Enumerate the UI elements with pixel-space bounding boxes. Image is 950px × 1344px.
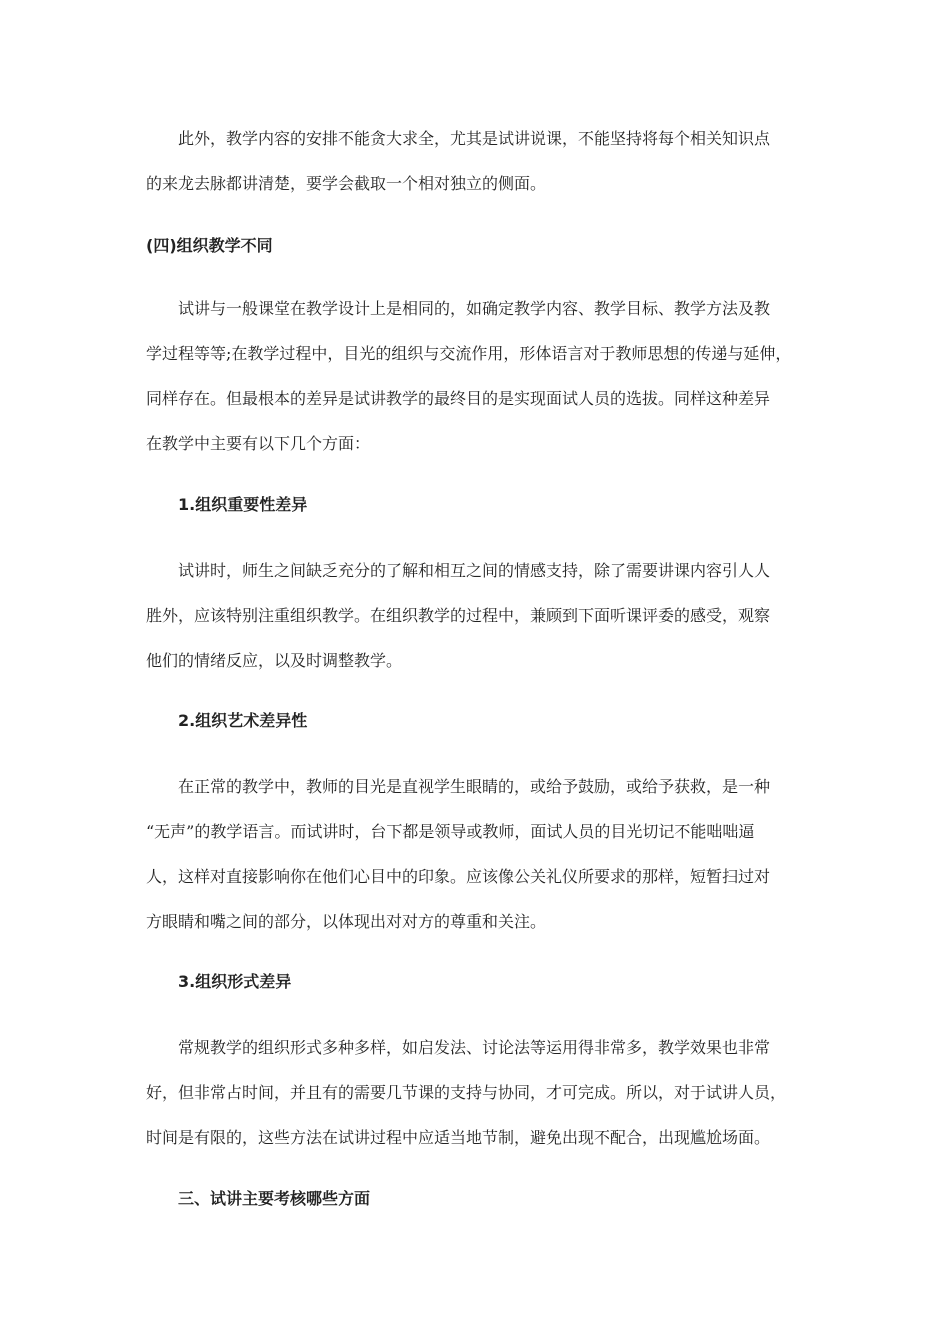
subsection-heading: 1.组织重要性差异	[178, 495, 308, 514]
paragraph-line: 好，但非常占时间，并且有的需要几节课的支持与协同，才可完成。所以，对于试讲人员，	[146, 1083, 787, 1102]
paragraph-line: 他们的情绪反应，以及时调整教学。	[146, 651, 403, 670]
paragraph-line: 方眼睛和嘴之间的部分，以体现出对对方的尊重和关注。	[146, 912, 547, 931]
paragraph-line: “无声”的教学语言。而试讲时，台下都是领导或教师，面试人员的目光切记不能咄咄逼	[146, 822, 755, 841]
subsection-heading: 3.组织形式差异	[178, 972, 292, 991]
paragraph-line: 试讲与一般课堂在教学设计上是相同的，如确定教学内容、教学目标、教学方法及教	[178, 299, 771, 318]
section-heading: 三、试讲主要考核哪些方面	[178, 1189, 371, 1208]
paragraph-line: 学过程等等;在教学过程中，目光的组织与交流作用，形体语言对于教师思想的传递与延伸，	[146, 344, 792, 363]
paragraph-line: 此外，教学内容的安排不能贪大求全，尤其是试讲说课，不能坚持将每个相关知识点	[178, 129, 771, 148]
paragraph-line: 在正常的教学中，教师的目光是直视学生眼睛的，或给予鼓励，或给予获救，是一种	[178, 777, 771, 796]
paragraph-line: 胜外，应该特别注重组织教学。在组织教学的过程中，兼顾到下面听课评委的感受，观察	[146, 606, 771, 625]
subsection-heading: 2.组织艺术差异性	[178, 711, 308, 730]
paragraph-line: 同样存在。但最根本的差异是试讲教学的最终目的是实现面试人员的选拔。同样这种差异	[146, 389, 771, 408]
paragraph-line: 人，这样对直接影响你在他们心目中的印象。应该像公关礼仪所要求的那样，短暂扫过对	[146, 867, 771, 886]
section-heading: (四)组织教学不同	[146, 236, 273, 255]
paragraph-line: 在教学中主要有以下几个方面：	[146, 434, 371, 453]
paragraph-line: 的来龙去脉都讲清楚，要学会截取一个相对独立的侧面。	[146, 174, 547, 193]
paragraph-line: 试讲时，师生之间缺乏充分的了解和相互之间的情感支持，除了需要讲课内容引人人	[178, 561, 771, 580]
paragraph-line: 时间是有限的，这些方法在试讲过程中应适当地节制，避免出现不配合，出现尴尬场面。	[146, 1128, 771, 1147]
paragraph-line: 常规教学的组织形式多种多样，如启发法、讨论法等运用得非常多，教学效果也非常	[178, 1038, 771, 1057]
